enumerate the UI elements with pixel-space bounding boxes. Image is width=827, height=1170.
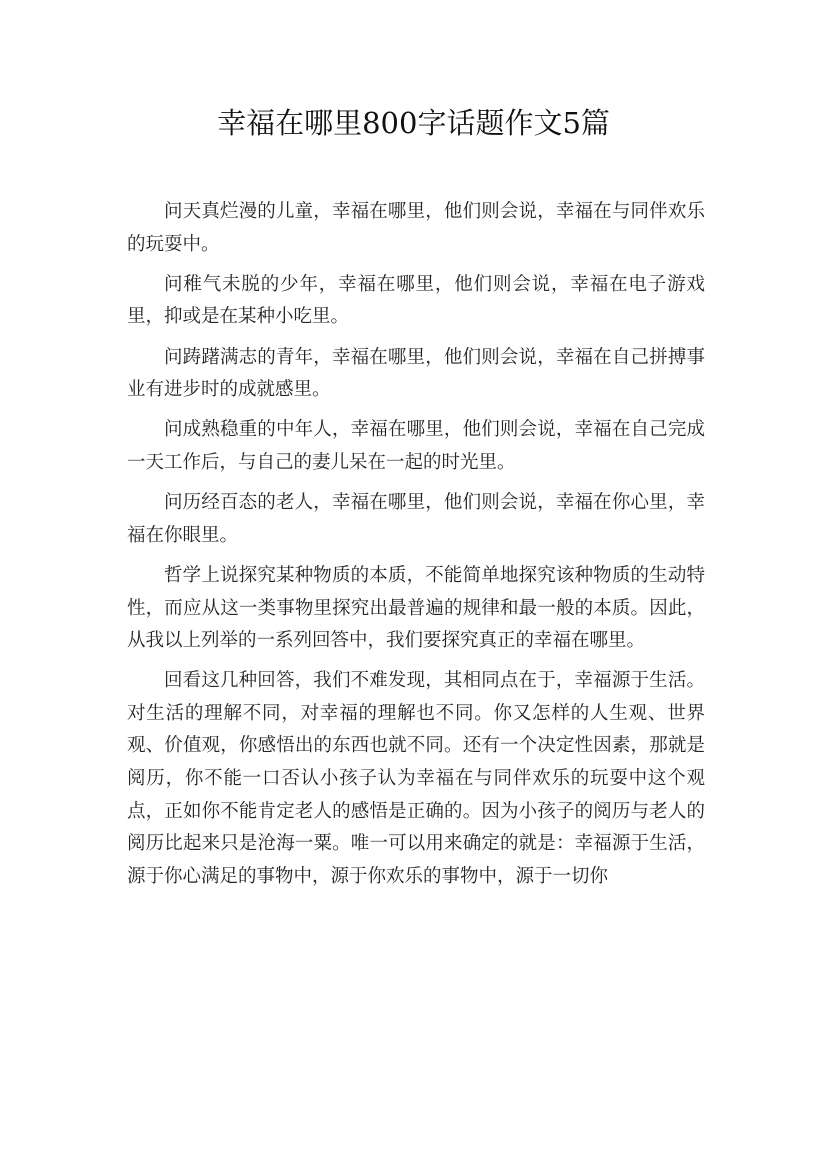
- paragraph: 回看这几种回答，我们不难发现，其相同点在于，幸福源于生活。对生活的理解不同，对幸福的理解也不同。你又怎样的人生观、世界观、价值观，你感悟出的东西也就不同。还有一个决定性因素，那就是阅历，你不能一口否认小孩子认为幸福在与同伴欢乐的玩耍中这个观点，正如你不能肯定老人的感悟是正确的。因为小孩子的阅历与老人的阅历比起来只是沧海一粟。唯一可以用来确定的就是：幸福源于生活，源于你心满足的事物中，源于你欢乐的事物中，源于一切你: [127, 670, 705, 887]
- paragraph: 问成熟稳重的中年人，幸福在哪里，他们则会说，幸福在自己完成一天工作后，与自己的妻儿呆在一起的时光里。: [127, 419, 705, 473]
- document-title: 幸福在哪里800字话题作文5篇: [217, 106, 610, 140]
- paragraph: 问稚气未脱的少年，幸福在哪里，他们则会说，幸福在电子游戏里，抑或是在某种小吃里。: [127, 273, 705, 328]
- paragraph: 问踌躇满志的青年，幸福在哪里，他们则会说，幸福在自己拼搏事业有进步时的成就感里。: [127, 346, 705, 401]
- document-body: [127, 196, 705, 901]
- paragraph: 哲学上说探究某种物质的本质，不能简单地探究该种物质的生动特性，而应从这一类事物里探究出最普遍的规律和最一般的本质。因此，从我以上列举的一系列回答中，我们要探究真正的幸福在哪里。: [127, 564, 705, 652]
- paragraph: 问天真烂漫的儿童，幸福在哪里，他们则会说，幸福在与同伴欢乐的玩耍中。: [127, 201, 705, 255]
- paragraph: 问历经百态的老人，幸福在哪里，他们则会说，幸福在你心里，幸福在你眼里。: [127, 492, 705, 546]
